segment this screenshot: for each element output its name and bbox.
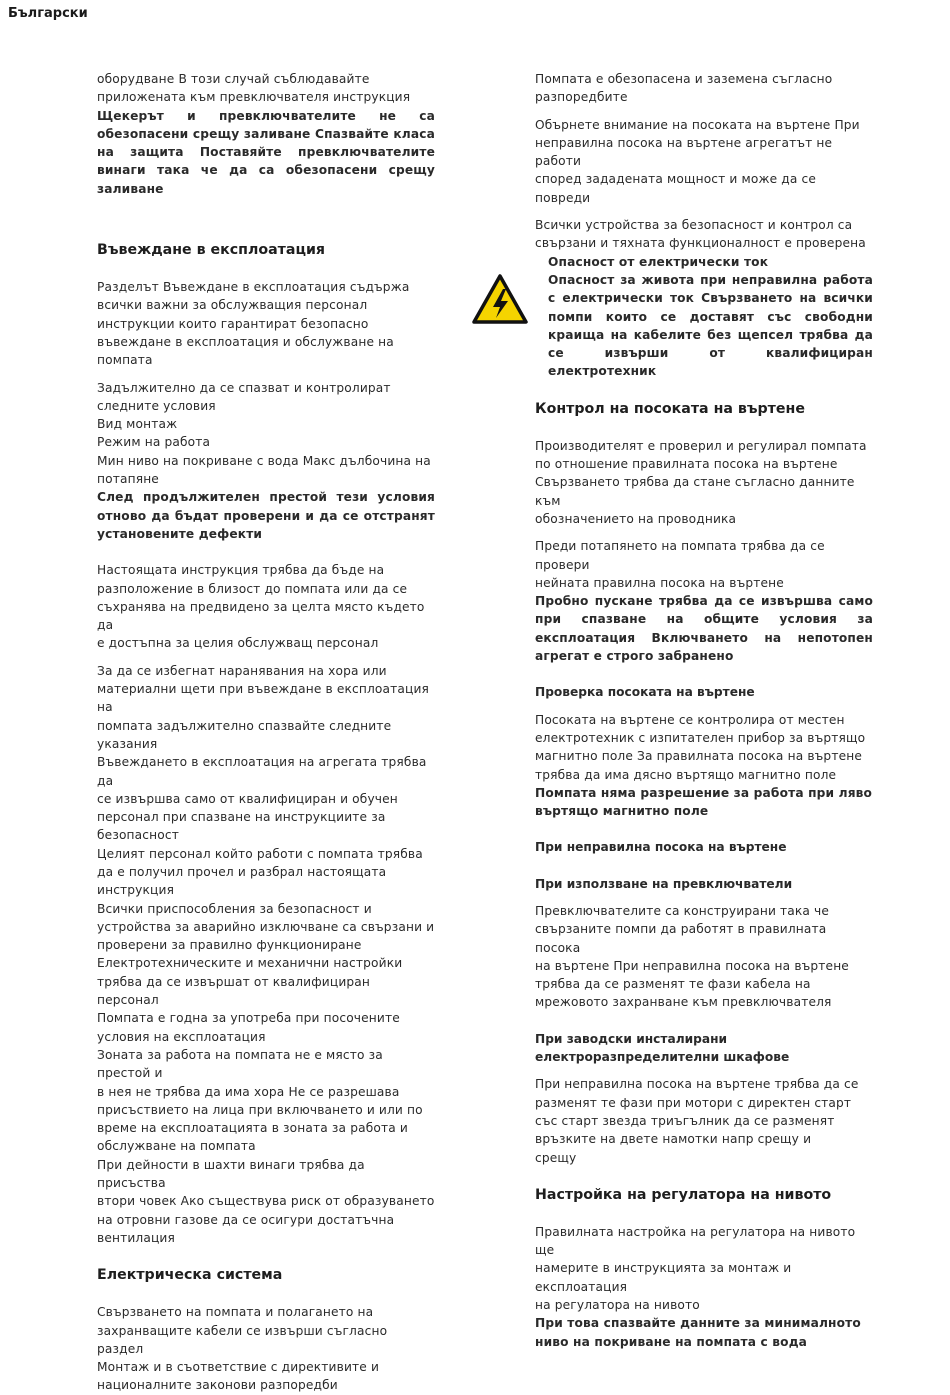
text-line: вентилация (97, 1230, 175, 1245)
text-line: разположение в близост до помпата или да се (97, 581, 408, 596)
text-line: се извършва само от квалифициран и обучен (97, 791, 398, 806)
text-line: следните условия (97, 398, 216, 413)
paragraph (535, 1075, 873, 1166)
text-line: указания (97, 736, 158, 751)
paragraph (535, 116, 873, 207)
subsection-title-switches: При използване на превключватели (535, 876, 793, 891)
text-line: безопасност (97, 828, 179, 843)
paragraph (535, 902, 873, 1012)
text-line: Всички устройства за безопасност и контрол са (535, 218, 853, 233)
text-line: Режим на работа (97, 435, 211, 450)
paragraph (97, 1303, 435, 1394)
high-voltage-warning-icon (471, 273, 529, 325)
text-line: всички важни за обслужващия персонал (97, 298, 368, 313)
text-line: потапяне (97, 472, 159, 487)
text-line: електротехник с изпитателен прибор за въртящо (535, 730, 866, 745)
text-line: националните законови разпоредби (97, 1378, 338, 1393)
text-line: в нея не трябва да има хора Не се разрешава (97, 1084, 400, 1099)
text-line: инструкции които гарантират безопасно (97, 316, 369, 331)
bold-notice: След продължителен престой тези условия отново да бъдат проверени и да се отстранят установените дефекти (97, 490, 435, 541)
text-line: на отровни газове да се осигури достатъчна (97, 1212, 395, 1227)
text-line: по отношение правилната посока на въртене (535, 457, 838, 472)
text-line: Електротехническите и механични настройки (97, 956, 403, 971)
text-line: Преди потапянето на помпата трябва да се провери (535, 539, 825, 572)
text-line: разменят те фази при мотори с директен старт (535, 1095, 852, 1110)
intro-paragraph (97, 70, 435, 107)
text-line: проверени за правилно функциониране (97, 938, 362, 953)
text-line: Помпата е обезопасена и заземена съгласно (535, 72, 833, 86)
text-line: Мин ниво на покриване с вода Макс дълбочина на (97, 453, 431, 468)
paragraph (535, 1223, 873, 1314)
text-line: да е получил прочел и разбрал настоящата (97, 864, 387, 879)
text-line: мрежовото захранване към превключвателя (535, 995, 832, 1010)
text-line: нейната правилна посока на въртене (535, 575, 784, 590)
section-title-rotation: Контрол на посоката на въртене (535, 400, 805, 417)
subsection-title-check-rotation: Проверка посоката на въртене (535, 685, 755, 700)
paragraph (535, 711, 873, 784)
subsection-title-line: При заводски инсталирани (535, 1031, 728, 1046)
right-column (535, 70, 873, 1351)
bold-notice: Пробно пускане трябва да се извършва само при спазване на общите условия за експлоатация Включването на непотопен агрегат е строго забранено (535, 594, 873, 664)
bold-notice: Помпата няма разрешение за работа при ляво въртящо магнитно поле (535, 785, 873, 819)
text-line: намерите в инструкцията за монтаж и експлоатация (535, 1261, 792, 1294)
paragraph (535, 437, 873, 528)
text-line: При дейности в шахти винаги трябва да присъства (97, 1157, 365, 1191)
text-line: на въртене При неправилна посока на въртене (535, 958, 849, 973)
text-line: неправилна посока на въртене агрегатът не работи (535, 135, 833, 169)
subsection-title-wrong-rotation: При неправилна посока на въртене (535, 840, 787, 855)
text-line: Обърнете внимание на посоката на въртене При (535, 117, 860, 132)
text-line: инструкция (97, 883, 175, 898)
text-line: помпата (97, 353, 153, 368)
subsection-title-line: електроразпределителни шкафове (535, 1050, 790, 1065)
text-line: устройства за аварийно изключване са свързани и (97, 919, 435, 934)
section-title-electrical: Електрическа система (97, 1267, 283, 1284)
paragraph (97, 662, 435, 1248)
bold-notice: Щекерът и превключвателите не са обезопасени срещу заливане Спазвайте класа на защита Поставяйте превключвателите винаги така че да са обезопасени срещу заливане (97, 108, 435, 196)
text-line: втори човек Ако съществува риск от образуването (97, 1194, 435, 1209)
text-line: Правилната настройка на регулатора на нивото ще (535, 1224, 856, 1258)
paragraph (535, 537, 873, 592)
text-line: въвеждане в експлоатация и обслужване на (97, 334, 394, 349)
text-line: Целият персонал който работи с помпата трябва (97, 846, 423, 861)
text-line: Въвеждането в експлоатация на агрегата трябва да (97, 755, 427, 788)
text-line: оборудване В този случай съблюдавайте (97, 72, 370, 86)
text-line: е достъпна за целия обслужващ персонал (97, 636, 379, 651)
text-line: присъствието на лица при включването и или по (97, 1102, 423, 1117)
electrical-hazard-warning (535, 253, 873, 381)
bold-notice: При това спазвайте данните за минималното ниво на покриване на помпата с вода (535, 1316, 861, 1349)
text-line: обслужване на помпата (97, 1139, 256, 1154)
text-line: обозначението на проводника (535, 511, 737, 526)
text-line: Свързването на помпата и полагането на (97, 1305, 374, 1320)
left-column (97, 70, 435, 1395)
text-line: трябва да има дясно въртящо магнитно поле (535, 767, 837, 782)
text-line: Вид монтаж (97, 417, 178, 432)
warning-text: Опасност за живота при неправилна работа с електрически ток Свързването на всички помпи които се доставят със свободни краища на кабелите без щепсел трябва да се извърши от квалифициран електротехник (548, 272, 873, 379)
text-line: време на експлоатацията в зоната за работа и (97, 1121, 408, 1136)
text-line: свързани и тяхната функционалност е проверена (535, 236, 866, 251)
text-line: магнитно поле За правилната посока на въртене (535, 749, 862, 764)
paragraph (535, 216, 873, 253)
text-line: Всички приспособления за безопасност и (97, 901, 372, 916)
text-line: трябва да се извършат от квалифициран персонал (97, 974, 371, 1008)
text-line: съхранява на предвидено за целта място където да (97, 599, 425, 633)
text-line: Разделът Въвеждане в експлоатация съдържа (97, 280, 410, 295)
text-line: Задължително да се спазват и контролират (97, 380, 391, 395)
text-line: Превключвателите са конструирани така че (535, 903, 830, 918)
paragraph (97, 561, 435, 652)
text-line: захранващите кабели се извърши съгласно раздел (97, 1323, 388, 1356)
text-line: свързаните помпи да работят в правилната посока (535, 922, 827, 955)
text-line: според зададената мощност и може да се повреди (535, 172, 817, 205)
text-line: условия на експлоатация (97, 1029, 266, 1044)
section-title-level-regulator: Настройка на регулатора на нивото (535, 1186, 832, 1203)
text-line: Посоката на въртене се контролира от местен (535, 712, 845, 727)
text-line: Помпата е годна за употреба при посочените (97, 1011, 400, 1026)
text-line: приложената към превключвателя инструкция (97, 90, 411, 105)
text-line: Свързването трябва да стане съгласно данните към (535, 475, 855, 508)
text-line: със старт звезда триъгълник да се разменят (535, 1113, 835, 1128)
text-line: персонал при спазване на инструкциите за (97, 810, 386, 825)
language-label: Български (8, 6, 88, 21)
text-line: връзките на двете намотки напр срещу и (535, 1132, 812, 1147)
paragraph (97, 278, 435, 369)
text-line: на регулатора на нивото (535, 1298, 700, 1313)
warning-title: Опасност от електрически ток (548, 254, 769, 269)
text-line: За да се избегнат наранявания на хора или (97, 663, 387, 678)
text-line: Монтаж и в съответствие с директивите и (97, 1360, 380, 1375)
text-line: Зоната за работа на помпата не е място за престой и (97, 1047, 383, 1081)
text-line: Производителят е проверил и регулирал помпата (535, 438, 867, 453)
section-title-commissioning: Въвеждане в експлоатация (97, 242, 326, 259)
text-line: Настоящата инструкция трябва да бъде на (97, 563, 385, 578)
paragraph (535, 70, 873, 107)
paragraph (97, 379, 435, 489)
text-line: срещу (535, 1150, 577, 1165)
text-line: разпоредбите (535, 90, 628, 105)
text-line: помпата задължително спазвайте следните (97, 718, 392, 733)
text-line: При неправилна посока на въртене трябва да се (535, 1077, 859, 1092)
text-line: материални щети при въвеждане в експлоатация на (97, 682, 430, 715)
subsection-title-factory-cabinets (535, 1030, 873, 1067)
text-line: трябва да се разменят те фази кабела на (535, 977, 811, 992)
